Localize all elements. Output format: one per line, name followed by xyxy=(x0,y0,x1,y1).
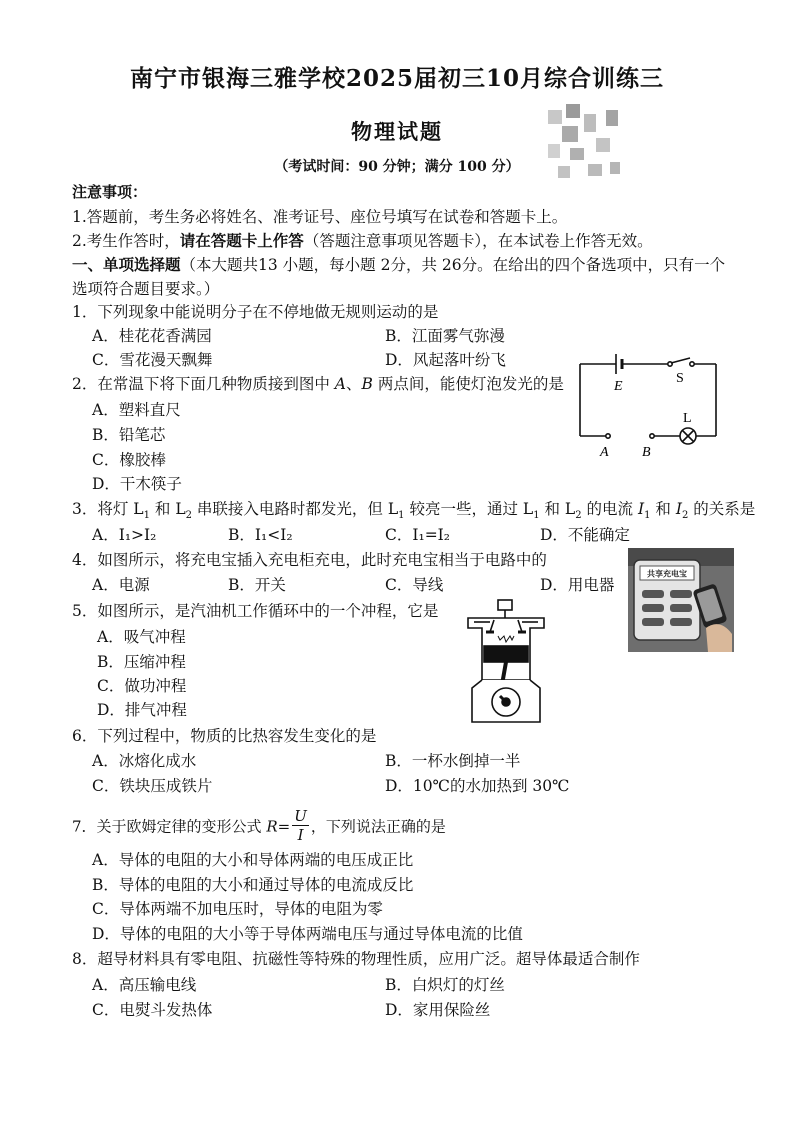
section-1-desc: 选项符合题目要求。） xyxy=(72,280,220,298)
section-1-title: 一、单项选择题（本大题共13 小题，每小题 2分，共 26分。在给出的四个备选项中，只有一个 xyxy=(72,255,726,274)
circuit-label-b: B xyxy=(642,445,651,460)
q8-option-c: C．电熨斗发热体 xyxy=(92,1001,213,1019)
q7-option-a: A．导体的电阻的大小和导体两端的电压成正比 xyxy=(92,851,414,869)
q4-option-c: C．导线 xyxy=(385,576,444,594)
q5-option-d: D．排气冲程 xyxy=(97,701,187,719)
notes-heading: 注意事项： xyxy=(72,183,148,201)
q2-option-a: A．塑料直尺 xyxy=(92,401,181,419)
q3-option-a: A．I₁>I₂ xyxy=(92,526,157,544)
school-title: 南宁市银海三雅学校2025届初三10月综合训练三 xyxy=(129,65,665,92)
q6-option-b: B．一杯水倒掉一半 xyxy=(385,752,521,770)
q3-option-d: D．不能确定 xyxy=(540,526,630,544)
q1-option-b: B．江面雾气弥漫 xyxy=(385,327,505,345)
powerbank-sign-text: 共享充电宝 xyxy=(647,569,687,579)
q8-option-a: A．高压输电线 xyxy=(92,976,197,994)
q6-stem: 6．下列过程中，物质的比热容发生变化的是 xyxy=(72,727,377,745)
engine-cylinder-diagram xyxy=(460,598,552,726)
q3-option-c: C．I₁=I₂ xyxy=(385,526,451,544)
q2-option-d: D．干木筷子 xyxy=(92,475,182,493)
q3-stem: 3．将灯 $L_1$ 和 $L_2$ 串联接入电路时都发光，但 $L_1$ 较亮一些，通过 $L_1$ 和 $L_2$ 的电流 $I_1$ 和 $I_2$ 的关系是 xyxy=(72,500,756,522)
q8-option-d: D．家用保险丝 xyxy=(385,1001,491,1019)
q1-option-a: A．桂花花香满园 xyxy=(92,327,212,345)
note-2: 2.考生作答时，请在答题卡上作答（答题注意事项见答题卡），在本试卷上作答无效。 xyxy=(72,231,653,250)
q2-option-b: B．铅笔芯 xyxy=(92,426,166,444)
powerbank-cabinet-photo xyxy=(628,548,734,652)
q7-option-b: B．导体的电阻的大小和通过导体的电流成反比 xyxy=(92,876,414,894)
q7-option-d: D．导体的电阻的大小等于导体两端电压与通过导体电流的比值 xyxy=(92,925,523,943)
subject-title: 物理试题 xyxy=(351,119,443,144)
exam-info: （考试时间：90 分钟；满分 100 分） xyxy=(274,159,520,175)
q1-option-d: D．风起落叶纷飞 xyxy=(385,351,506,369)
circuit-label-e: E xyxy=(614,379,623,394)
q5-option-c: C．做功冲程 xyxy=(97,677,187,695)
circuit-label-l: L xyxy=(683,411,692,426)
q1-option-c: C．雪花漫天飘舞 xyxy=(92,351,213,369)
q2-stem: 2．在常温下将下面几种物质接到图中 A、B 两点间，能使灯泡发光的是 xyxy=(72,375,564,393)
q6-option-d: D．10℃的水加热到 30℃ xyxy=(385,777,570,795)
q4-option-b: B．开关 xyxy=(228,576,286,594)
q8-option-b: B．白炽灯的灯丝 xyxy=(385,976,505,994)
q5-option-a: A．吸气冲程 xyxy=(97,628,186,646)
ohm-formula-fraction: $\frac{U}{I}$ xyxy=(294,807,307,844)
q1-stem: 1．下列现象中能说明分子在不停地做无规则运动的是 xyxy=(72,303,439,321)
q4-option-a: A．电源 xyxy=(92,576,150,594)
q6-option-a: A．冰熔化成水 xyxy=(92,752,197,770)
q7-stem: 7．关于欧姆定律的变形公式 R= $\frac{U}{I}$ ，下列说法正确的是 xyxy=(72,807,446,844)
q3-option-b: B．I₁<I₂ xyxy=(228,526,293,544)
q7-option-c: C．导体两端不加电压时，导体的电阻为零 xyxy=(92,900,383,918)
q5-option-b: B．压缩冲程 xyxy=(97,653,186,671)
q4-stem: 4．如图所示，将充电宝插入充电柜充电，此时充电宝相当于电路中的 xyxy=(72,551,547,569)
qr-code-icon xyxy=(548,104,628,184)
note-1: 1.答题前，考生务必将姓名、准考证号、座位号填写在试卷和答题卡上。 xyxy=(72,208,568,226)
q5-stem: 5．如图所示，是汽油机工作循环中的一个冲程，它是 xyxy=(72,602,439,620)
q6-option-c: C．铁块压成铁片 xyxy=(92,777,213,795)
circuit-label-s: S xyxy=(676,371,684,386)
circuit-diagram xyxy=(572,350,722,460)
q4-option-d: D．用电器 xyxy=(540,576,615,594)
q2-option-c: C．橡胶棒 xyxy=(92,451,166,469)
q8-stem: 8．超导材料具有零电阻、抗磁性等特殊的物理性质，应用广泛。超导体最适合制作 xyxy=(72,950,640,968)
circuit-label-a: A xyxy=(600,445,609,460)
